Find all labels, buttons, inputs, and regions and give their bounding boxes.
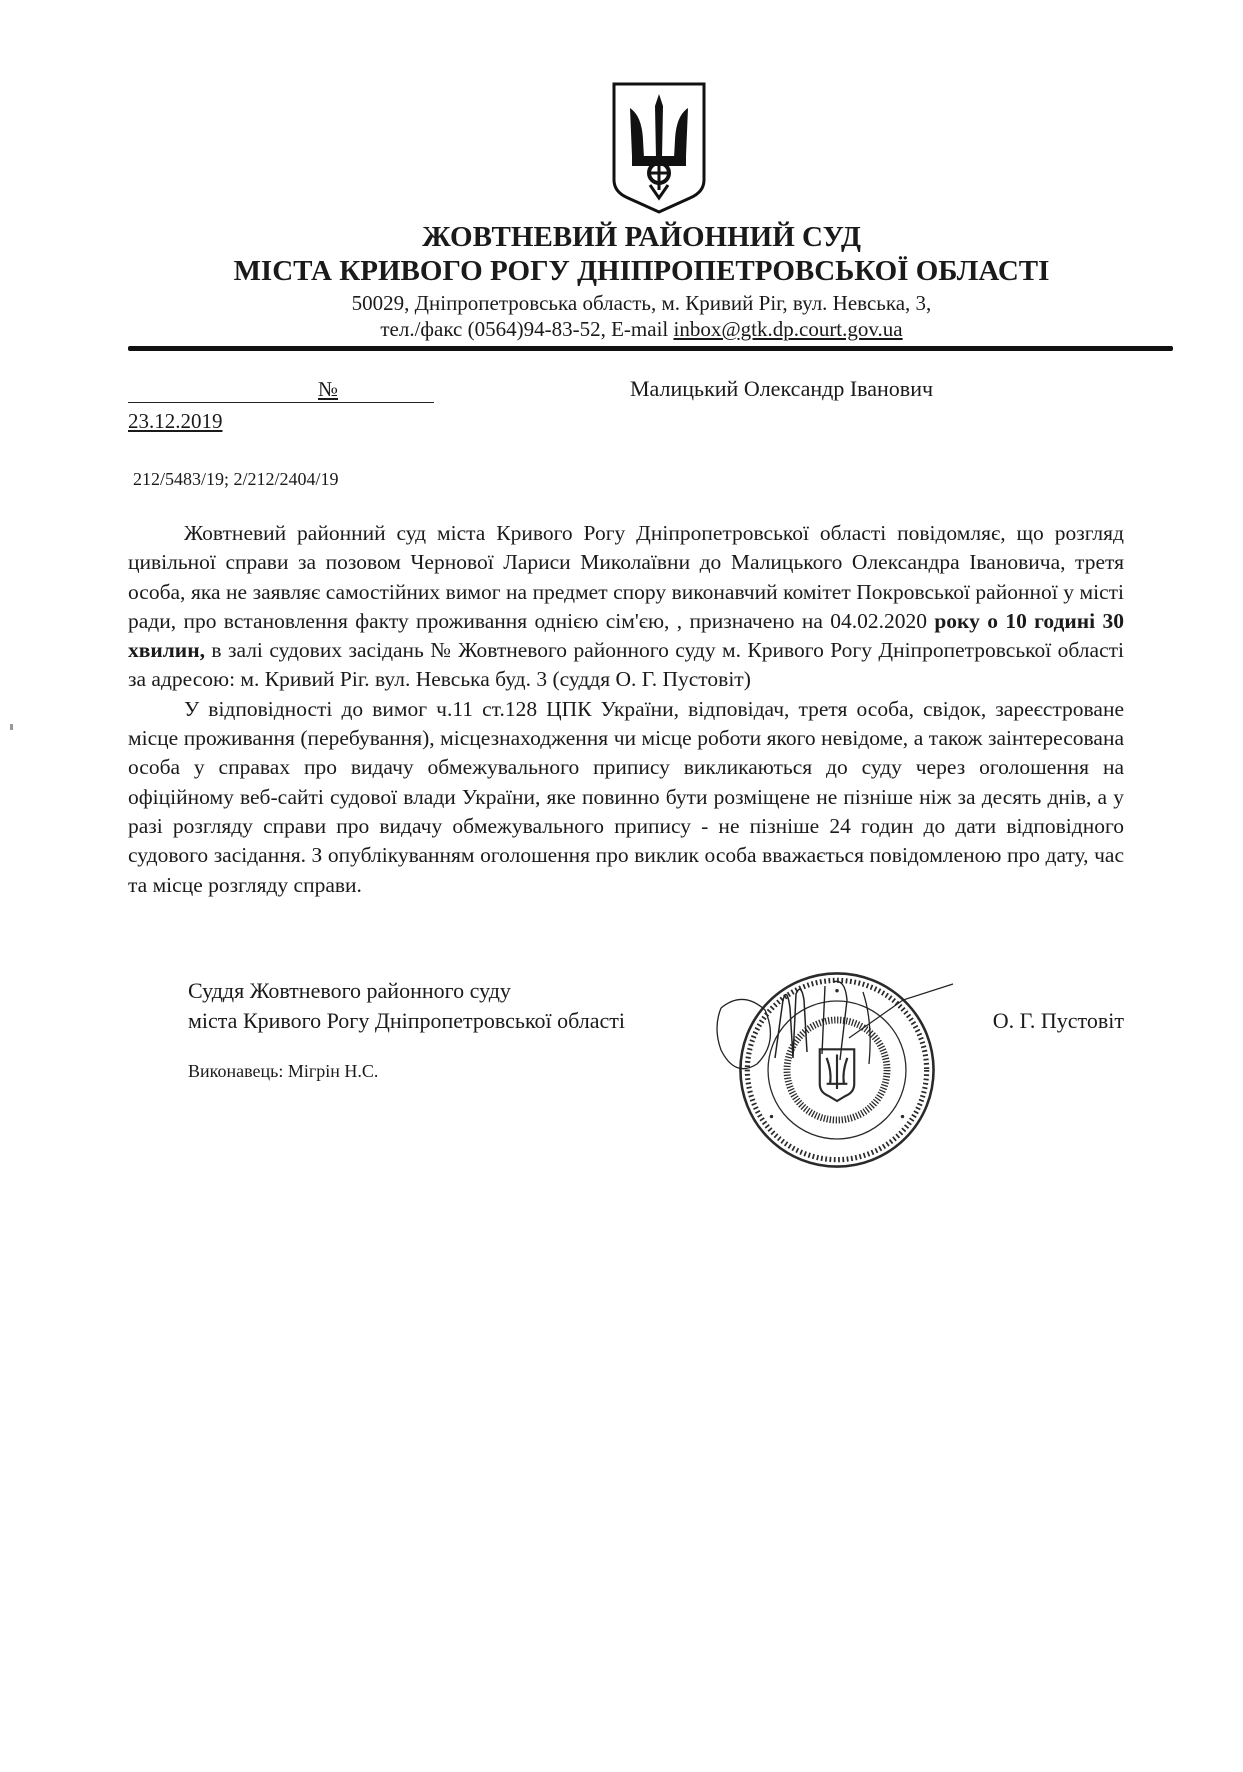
header-divider: [128, 346, 1173, 351]
executor: Виконавець: Мігрін Н.С.: [188, 1061, 379, 1081]
letter-date: 23.12.2019: [128, 409, 223, 433]
signature-row: [128, 976, 1124, 1176]
seal-and-signature: [713, 976, 963, 1176]
hearing-time: року о 10 годині 30 хвилин,: [128, 608, 1124, 663]
scan-artifact: [10, 724, 13, 730]
court-name-line2: МІСТА КРИВОГО РОГУ ДНІПРОПЕТРОВСЬКОЇ ОБЛАСТІ: [233, 255, 1050, 287]
email-link[interactable]: inbox@gtk.dp.court.gov.ua: [673, 317, 903, 341]
paragraph2-text: У відповідності до вимог ч.11 ст.128 ЦПК України, відповідач, третя особа, свідок, зареєстроване місце проживання (перебування), місцезнаходження чи місце роботи якого невідоме, а також заінтересована особа у справах про видачу обмежувального припису викликаються до суду через оголошення на офіційному веб-сайті судової влади України, яке повинно бути розміщене не пізніше ніж за десять днів, а у разі розгляду справи про видачу обмежувального припису - не пізніше 24 годин до дати відповідного судового засідання. З опублікуванням оголошення про виклик особа вважається повідомленою про дату, час та місце розгляду справи.: [128, 696, 1124, 897]
trident-coat-of-arms-icon: [610, 80, 708, 215]
number-sign: №: [318, 377, 339, 401]
notice-body: [128, 519, 1124, 900]
court-contacts: [0, 316, 1243, 342]
outgoing-number-field: [128, 384, 434, 403]
handwritten-signature: [713, 978, 963, 1088]
judge-name: О. Г. Пустовіт: [989, 1006, 1124, 1036]
judge-title: [188, 976, 625, 1036]
phone-fax: тел./факс (0564)94-83-52, E-mail: [380, 317, 674, 341]
notice-paragraph-2: [128, 695, 1124, 900]
notice-paragraph-1: [128, 519, 1124, 695]
recipient-name: Малицький Олександр Іванович: [630, 376, 934, 401]
judge-title-line2: міста Кривого Рогу Дніпропетровської області: [188, 1008, 626, 1033]
court-name-line1: ЖОВТНЕВИЙ РАЙОННИЙ СУД: [422, 221, 861, 253]
court-address: 50029, Дніпропетровська область, м. Кривий Ріг, вул. Невська, 3,: [351, 291, 932, 315]
paragraph1-text-b: в залі судових засідань № Жовтневого районного суду м. Кривого Рогу Дніпропетровської області за адресою: м. Кривий Ріг. вул. Невська буд. 3 (суддя О. Г. Пустовіт): [128, 638, 1124, 692]
case-numbers: 212/5483/19; 2/212/2404/19: [133, 469, 339, 489]
judge-title-line1: Суддя Жовтневого районного суду: [188, 978, 511, 1003]
paragraph1-text-a: Жовтневий районний суд міста Кривого Рогу Дніпропетровської області повідомляє, що розгляд цивільної справи за позовом Чернової Лариси Миколаївни до Малицького Олександра Івановича, третя особа, яка не заявляє самостійних вимог на предмет спору виконавчий комітет Покровської районної у місті ради, про встановлення факту проживання однією сім'єю, , призначено на 04.02.2020: [128, 521, 1124, 633]
